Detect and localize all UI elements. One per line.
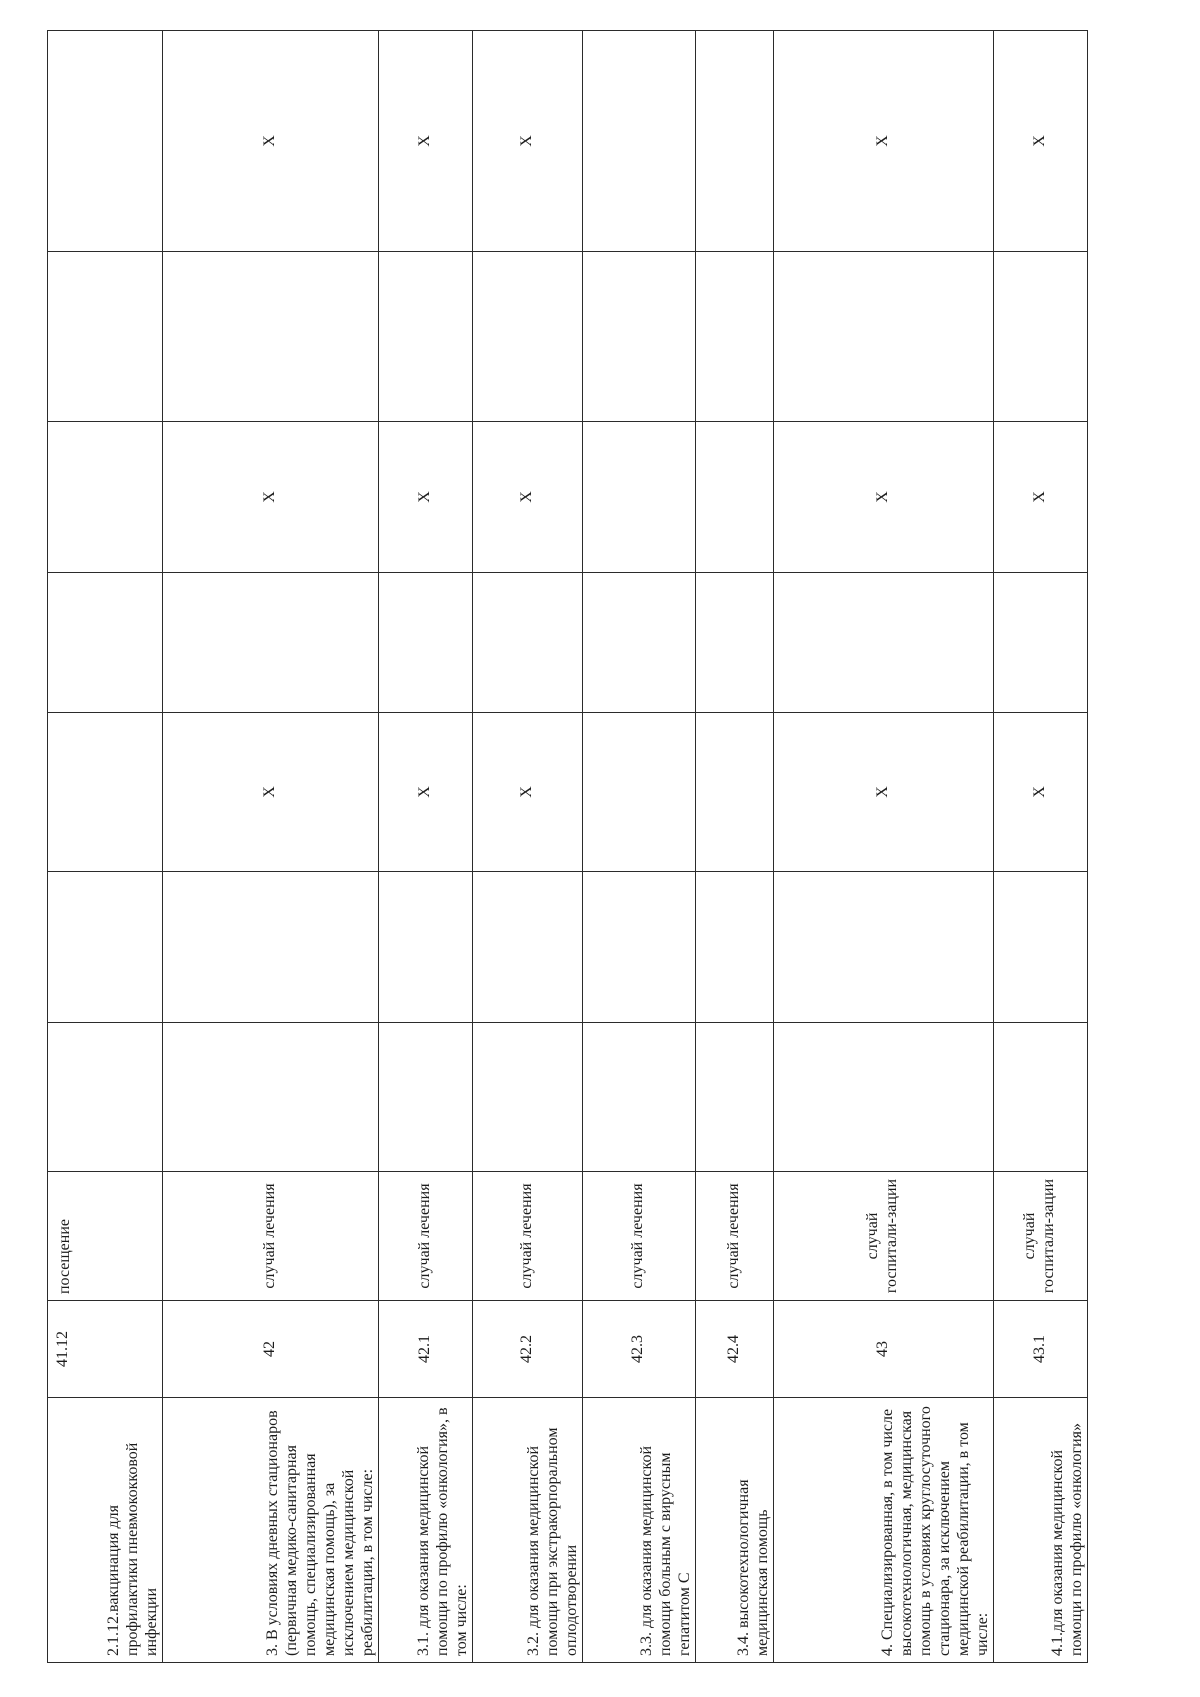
- row-name: 4.1.для оказания медицинской помощи по профилю «онкология»: [993, 1398, 1087, 1663]
- row-code: 43: [773, 1301, 993, 1398]
- volume-table: [47, 30, 1088, 1663]
- row-mark-cell: [582, 31, 695, 252]
- table-row: [472, 31, 582, 1663]
- row-unit: случай госпитали-зации: [773, 1172, 993, 1301]
- row-mark-cell: [472, 872, 582, 1023]
- table-row: [773, 31, 993, 1663]
- row-unit: случай лечения: [162, 1172, 378, 1301]
- row-mark-cell: [773, 252, 993, 422]
- row-name: 3.4. высокотехнологичная медицинская помощь: [696, 1398, 774, 1663]
- row-mark-cell: [48, 252, 163, 422]
- row-code: 42.4: [696, 1301, 774, 1398]
- row-code: 42.1: [378, 1301, 472, 1398]
- row-mark-cell: [162, 573, 378, 713]
- row-mark-cell: [378, 252, 472, 422]
- row-mark-cell: [696, 252, 774, 422]
- row-mark-cell: [472, 1023, 582, 1172]
- row-mark-cell: [48, 31, 163, 252]
- row-mark-cell: [993, 1023, 1087, 1172]
- row-name: 3.3. для оказания медицинской помощи больным с вирусным гепатитом С: [582, 1398, 695, 1663]
- row-mark-cell: X: [773, 31, 993, 252]
- row-mark-cell: [48, 422, 163, 573]
- row-mark-cell: [48, 1023, 163, 1172]
- rotated-page: [47, 31, 1088, 1663]
- table-row: [378, 31, 472, 1663]
- row-mark-cell: [696, 1023, 774, 1172]
- row-mark-cell: X: [993, 422, 1087, 573]
- row-name: 4. Специализированная, в том числе высокотехнологичная, медицинская помощь в условиях круглосуточного стационара, за исключением медицинской реабилитации, в том числе:: [773, 1398, 993, 1663]
- row-mark-cell: [773, 1023, 993, 1172]
- row-unit: посещение: [48, 1172, 163, 1301]
- row-code: 43.1: [993, 1301, 1087, 1398]
- row-mark-cell: [472, 252, 582, 422]
- row-name: 3. В условиях дневных стационаров (первичная медико-санитарная помощь, специализированная медицинская помощь), за исключением медицинской реабилитации, в том числе:: [162, 1398, 378, 1663]
- row-mark-cell: X: [162, 422, 378, 573]
- row-mark-cell: [993, 573, 1087, 713]
- table-row: [696, 31, 774, 1663]
- row-unit: случай лечения: [378, 1172, 472, 1301]
- row-mark-cell: [582, 422, 695, 573]
- row-mark-cell: [993, 252, 1087, 422]
- row-mark-cell: [696, 422, 774, 573]
- row-mark-cell: [582, 713, 695, 872]
- row-mark-cell: X: [773, 713, 993, 872]
- row-mark-cell: X: [378, 31, 472, 252]
- row-mark-cell: [993, 872, 1087, 1023]
- row-code: 42: [162, 1301, 378, 1398]
- row-mark-cell: [582, 872, 695, 1023]
- row-mark-cell: [582, 573, 695, 713]
- table-row: [582, 31, 695, 1663]
- row-mark-cell: X: [472, 422, 582, 573]
- row-mark-cell: [48, 872, 163, 1023]
- row-mark-cell: X: [162, 31, 378, 252]
- row-name: 3.1. для оказания медицинской помощи по профилю «онкология», в том числе:: [378, 1398, 472, 1663]
- row-mark-cell: [696, 872, 774, 1023]
- table-row: [162, 31, 378, 1663]
- row-unit: случай лечения: [472, 1172, 582, 1301]
- row-mark-cell: [378, 573, 472, 713]
- row-mark-cell: [48, 573, 163, 713]
- row-mark-cell: X: [993, 31, 1087, 252]
- row-code: 42.2: [472, 1301, 582, 1398]
- row-mark-cell: [773, 573, 993, 713]
- row-name: 2.1.12.вакцинация для профилактики пневмококковой инфекции: [48, 1398, 163, 1663]
- row-code: 41.12: [48, 1301, 163, 1398]
- row-mark-cell: [378, 872, 472, 1023]
- row-mark-cell: [162, 252, 378, 422]
- row-mark-cell: [48, 713, 163, 872]
- row-mark-cell: [696, 713, 774, 872]
- row-unit: случай госпитали-зации: [993, 1172, 1087, 1301]
- row-mark-cell: X: [378, 713, 472, 872]
- row-mark-cell: X: [378, 422, 472, 573]
- row-mark-cell: X: [162, 713, 378, 872]
- row-mark-cell: [472, 573, 582, 713]
- row-mark-cell: X: [472, 31, 582, 252]
- table-row: [48, 31, 163, 1663]
- row-mark-cell: [696, 573, 774, 713]
- row-name: 3.2. для оказания медицинской помощи при экстракорпоральном оплодотворении: [472, 1398, 582, 1663]
- row-mark-cell: [582, 252, 695, 422]
- table-row: [993, 31, 1087, 1663]
- row-mark-cell: X: [773, 422, 993, 573]
- row-mark-cell: [773, 872, 993, 1023]
- row-unit: случай лечения: [696, 1172, 774, 1301]
- row-mark-cell: [378, 1023, 472, 1172]
- row-mark-cell: [696, 31, 774, 252]
- row-mark-cell: [162, 872, 378, 1023]
- row-mark-cell: [162, 1023, 378, 1172]
- row-mark-cell: [582, 1023, 695, 1172]
- row-unit: случай лечения: [582, 1172, 695, 1301]
- row-mark-cell: X: [472, 713, 582, 872]
- row-mark-cell: X: [993, 713, 1087, 872]
- row-code: 42.3: [582, 1301, 695, 1398]
